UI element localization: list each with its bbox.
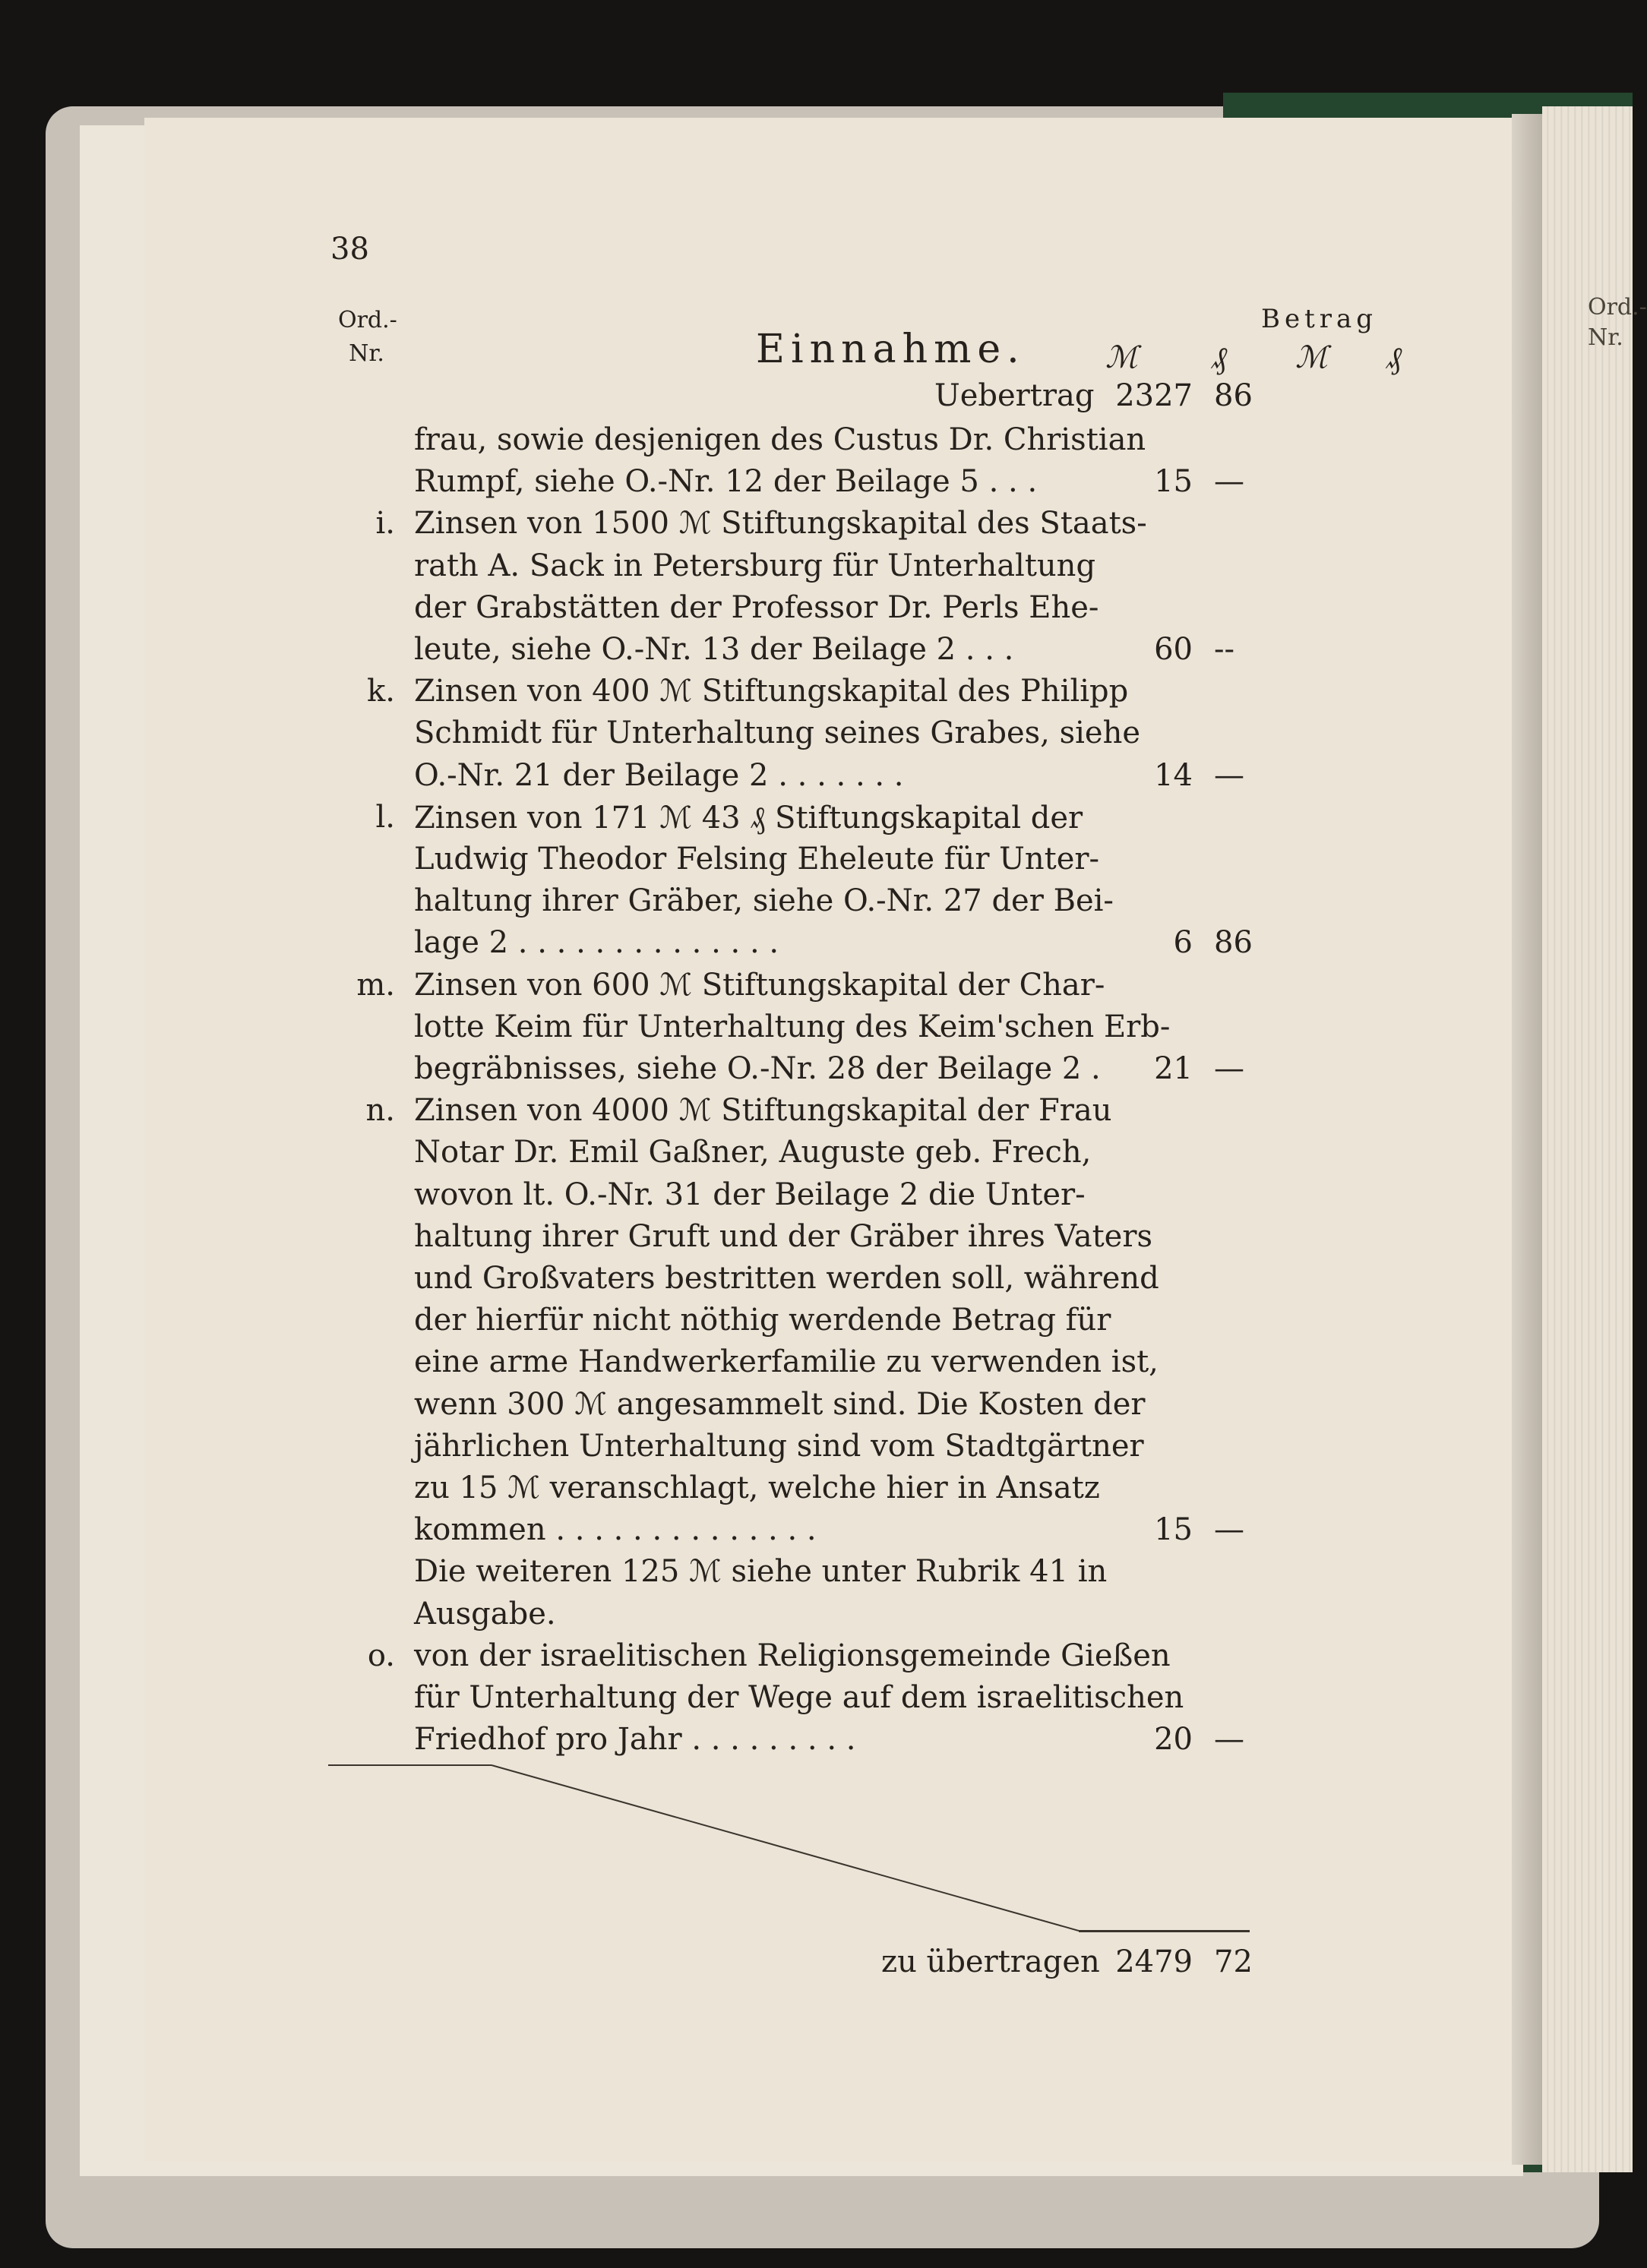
entry-text: eine arme Handwerkerfamilie zu verwenden ist, xyxy=(414,1344,1159,1379)
entry-amount-pf: — xyxy=(1214,1512,1244,1547)
entry-text: der Grabstätten der Professor Dr. Perls Ehe- xyxy=(414,590,1099,625)
currency-mark-header-2: ℳ xyxy=(1295,340,1328,375)
entry-text: Zinsen von 4000 ℳ Stiftungskapital der Frau xyxy=(414,1093,1112,1128)
entry-text: Die weiteren 125 ℳ siehe unter Rubrik 41 in xyxy=(414,1554,1108,1589)
entry-text: haltung ihrer Gräber, siehe O.-Nr. 27 der Bei- xyxy=(414,883,1114,918)
entry-text: rath A. Sack in Petersburg für Unterhaltung xyxy=(414,548,1096,583)
entry-amount-mark: 14 xyxy=(1154,758,1193,793)
entry-text: Zinsen von 171 ℳ 43 ₰ Stiftungskapital der xyxy=(414,801,1083,835)
currency-mark-header: ℳ xyxy=(1105,340,1138,375)
carry-in-pf: 86 xyxy=(1214,378,1253,413)
entry-text: Rumpf, siehe O.-Nr. 12 der Beilage 5 . . . xyxy=(414,464,1038,499)
currency-pf-header-2: ₰ xyxy=(1386,341,1402,376)
entry-letter: n. xyxy=(365,1093,395,1128)
entry-amount-pf: — xyxy=(1214,464,1244,499)
entry-text: begräbnisses, siehe O.-Nr. 28 der Beilage 2 . xyxy=(414,1051,1101,1086)
entry-amount-pf: — xyxy=(1214,758,1244,793)
entry-text: der hierfür nicht nöthig werdende Betrag für xyxy=(414,1303,1111,1338)
entry-text: von der israelitischen Religionsgemeinde Gießen xyxy=(414,1638,1171,1673)
entry-text: und Großvaters bestritten werden soll, während xyxy=(414,1261,1159,1296)
entry-amount-mark: 15 xyxy=(1154,464,1193,499)
entry-text: Ludwig Theodor Felsing Eheleute für Unter- xyxy=(414,842,1100,877)
entry-text: lage 2 . . . . . . . . . . . . . . xyxy=(414,925,779,960)
entry-amount-mark: 15 xyxy=(1154,1512,1193,1547)
entry-text: Ausgabe. xyxy=(414,1597,556,1632)
entry-text: wenn 300 ℳ angesammelt sind. Die Kosten der xyxy=(414,1387,1146,1422)
page-heading: Einnahme. xyxy=(756,327,1026,372)
entry-text: haltung ihrer Gruft und der Gräber ihres Vaters xyxy=(414,1219,1152,1254)
entry-letter: l. xyxy=(375,800,395,835)
carry-out-mark: 2479 xyxy=(1115,1944,1193,1979)
entry-amount-mark: 21 xyxy=(1154,1051,1193,1086)
entry-text: Zinsen von 1500 ℳ Stiftungskapital des Staats- xyxy=(414,506,1147,541)
column-header-ordnr: Ord.-Nr. xyxy=(338,307,397,367)
entry-text: Zinsen von 600 ℳ Stiftungskapital der Char- xyxy=(414,968,1105,1003)
carry-out-label: zu übertragen xyxy=(881,1944,1100,1979)
entry-text: jährlichen Unterhaltung sind vom Stadtgärtner xyxy=(414,1429,1144,1464)
entry-amount-pf: — xyxy=(1214,1051,1244,1086)
entry-text: Zinsen von 400 ℳ Stiftungskapital des Philipp xyxy=(414,674,1129,709)
page-number: 38 xyxy=(330,232,369,267)
currency-pf-header: ₰ xyxy=(1212,341,1227,376)
entry-text: Notar Dr. Emil Gaßner, Auguste geb. Frech, xyxy=(414,1135,1092,1170)
carry-in-label: Uebertrag xyxy=(934,378,1095,413)
entry-letter: i. xyxy=(375,506,395,541)
entry-text: kommen . . . . . . . . . . . . . . xyxy=(414,1512,817,1547)
entry-text: Friedhof pro Jahr . . . . . . . . . xyxy=(414,1722,856,1757)
entry-amount-pf: — xyxy=(1214,1722,1244,1757)
entry-text: Schmidt für Unterhaltung seines Grabes, siehe xyxy=(414,715,1140,750)
next-page-edge-label: Ord.-Nr. xyxy=(1588,294,1647,351)
entry-text: zu 15 ℳ veranschlagt, welche hier in Ansatz xyxy=(414,1470,1100,1505)
entry-text: lotte Keim für Unterhaltung des Keim'schen Erb- xyxy=(414,1009,1171,1044)
entry-text: für Unterhaltung der Wege auf dem israelitischen xyxy=(414,1680,1184,1715)
carry-in-mark: 2327 xyxy=(1115,378,1193,413)
carry-out-pf: 72 xyxy=(1214,1944,1253,1979)
column-header-betrag: Betrag xyxy=(1261,304,1378,334)
entry-amount-mark: 6 xyxy=(1173,925,1193,960)
entry-letter: k. xyxy=(367,674,395,709)
entry-amount-mark: 60 xyxy=(1154,632,1193,667)
sum-rule xyxy=(1079,1930,1250,1932)
entry-amount-pf: -- xyxy=(1214,632,1235,667)
entry-text: frau, sowie desjenigen des Custus Dr. Christian xyxy=(414,422,1146,457)
entry-text: O.-Nr. 21 der Beilage 2 . . . . . . . xyxy=(414,758,904,793)
entry-text: wovon lt. O.-Nr. 31 der Beilage 2 die Unter- xyxy=(414,1177,1086,1212)
entry-amount-mark: 20 xyxy=(1154,1722,1193,1757)
entry-letter: m. xyxy=(356,968,395,1003)
entry-text: leute, siehe O.-Nr. 13 der Beilage 2 . . . xyxy=(414,632,1014,667)
entry-amount-pf: 86 xyxy=(1214,925,1253,960)
entry-letter: o. xyxy=(367,1638,395,1673)
